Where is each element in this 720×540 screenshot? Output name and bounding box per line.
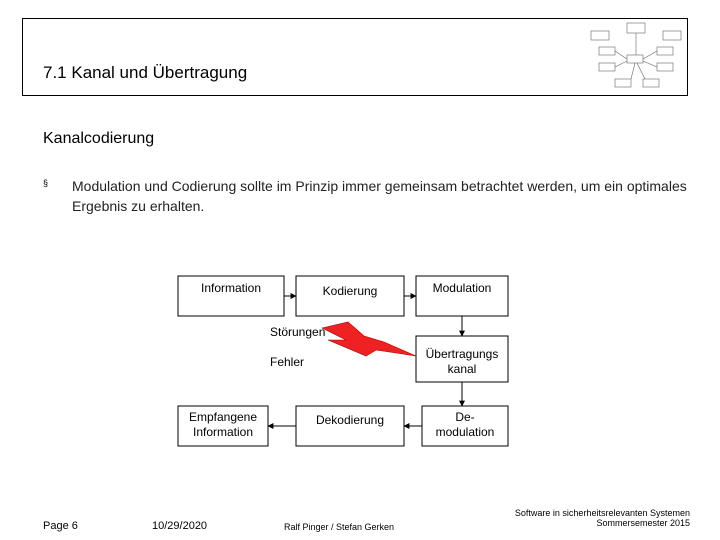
footer-course <box>515 508 690 528</box>
channel-coding-diagram <box>170 270 530 455</box>
label-demod-2: modulation <box>435 425 495 439</box>
footer-course-line2: Sommersemester 2015 <box>596 518 690 528</box>
label-modulation: Modulation <box>432 281 492 295</box>
label-kanal-1: Übertragungs <box>425 347 499 361</box>
label-information: Information <box>200 281 262 295</box>
label-kodierung: Kodierung <box>322 284 378 298</box>
label-dekodierung: Dekodierung <box>315 413 385 427</box>
slide-title: 7.1 Kanal und Übertragung <box>43 63 248 82</box>
bullet-marker: § <box>43 178 49 188</box>
footer-page: Page 6 <box>43 520 78 532</box>
label-empfangen-2: Information <box>192 425 254 439</box>
label-empfangen-1: Empfangene <box>188 410 258 424</box>
footer-authors: Ralf Pinger / Stefan Gerken <box>284 522 395 532</box>
footer-date: 10/29/2020 <box>152 520 208 532</box>
footer-course-line1: Software in sicherheitsrelevanten Systemen <box>514 508 690 518</box>
title-box <box>22 18 688 96</box>
overview-thumbnail <box>585 21 685 93</box>
bullet-text: Modulation und Codierung sollte im Prinzip immer gemeinsam betrachtet werden, um ein optimales Ergebnis zu erhalten. <box>72 178 687 214</box>
label-kanal-2: kanal <box>447 362 477 376</box>
lightning-bolt <box>322 322 416 356</box>
label-fehler: Fehler <box>270 355 305 369</box>
label-stoerungen: Störungen <box>270 325 326 339</box>
section-subtitle: Kanalcodierung <box>43 130 155 147</box>
label-demod-1: De- <box>455 410 475 424</box>
